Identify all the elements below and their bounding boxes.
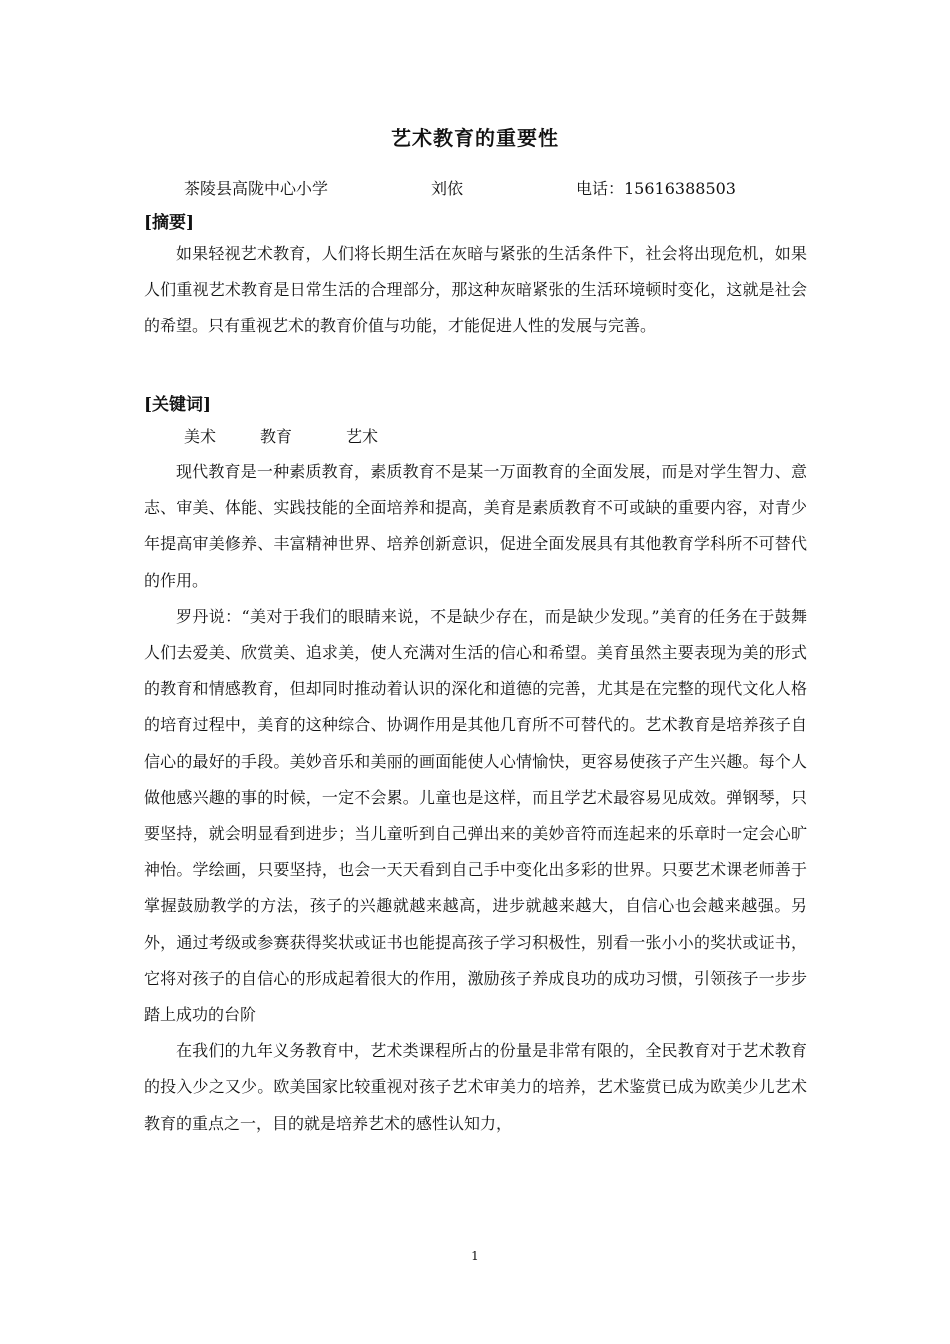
keyword-item: 教育 bbox=[260, 427, 293, 446]
abstract-section bbox=[144, 236, 807, 345]
body-paragraph: 罗丹说：“美对于我们的眼睛来说，不是缺少存在，而是缺少发现。”美育的任务在于鼓舞人们去爱美、欣赏美、追求美，使人充满对生活的信心和希望。美育虽然主要表现为美的形式的教育和情感教育，但却同时推动着认识的深化和道德的完善，尤其是在完整的现代文化人格的培育过程中，美育的这种综合、协调作用是其他几育所不可替代的。艺术教育是培养孩子自信心的最好的手段。美妙音乐和美丽的画面能使人心情愉快，更容易使孩子产生兴趣。每个人做他感兴趣的事的时候，一定不会累。儿童也是这样，而且学艺术最容易见成效。弹钢琴，只要坚持，就会明显看到进步；当儿童听到自己弹出来的美妙音符而连起来的乐章时一定会心旷神怡。学绘画，只要坚持，也会一天天看到自己手中变化出多彩的世界。只要艺术课老师善于掌握鼓励教学的方法，孩子的兴趣就越来越高，进步就越来越大，自信心也会越来越强。另外，通过考级或参赛获得奖状或证书也能提高孩子学习积极性，别看一张小小的奖状或证书，它将对孩子的自信心的形成起着很大的作用，激励孩子养成良功的成功习惯，引领孩子一步步踏上成功的台阶 bbox=[144, 606, 807, 1025]
keyword-item: 艺术 bbox=[346, 427, 379, 446]
author-line bbox=[184, 176, 824, 200]
body-paragraph: 现代教育是一种素质教育，素质教育不是某一万面教育的全面发展，而是对学生智力、意志、审美、体能、实践技能的全面培养和提高，美育是素质教育不可或缺的重要内容，对青少年提高审美修养、丰富精神世界、培养创新意识，促进全面发展具有其他教育学科所不可替代的作用。 bbox=[144, 462, 807, 590]
main-body bbox=[144, 454, 807, 1142]
keywords-heading: [关键词] bbox=[144, 395, 212, 415]
abstract-paragraph: 如果轻视艺术教育，人们将长期生活在灰暗与紧张的生活条件下，社会将出现危机，如果人们重视艺术教育是日常生活的合理部分，那这种灰暗紧张的生活环境顿时变化，这就是社会的希望。只有重视艺术的教育价值与功能，才能促进人性的发展与完善。 bbox=[144, 244, 807, 336]
abstract-heading: [摘要] bbox=[144, 213, 195, 233]
keyword-item: 美术 bbox=[184, 427, 217, 446]
author-name: 刘依 bbox=[431, 179, 464, 198]
school-name: 茶陵县高陇中心小学 bbox=[184, 179, 329, 198]
document-title: 艺术教育的重要性 bbox=[391, 126, 559, 150]
phone-number: 电话：15616388503 bbox=[576, 179, 736, 198]
body-paragraph: 在我们的九年义务教育中，艺术类课程所占的份量是非常有限的，全民教育对于艺术教育的投入少之又少。欧美国家比较重视对孩子艺术审美力的培养，艺术鉴赏已成为欧美少儿艺术教育的重点之一，目的就是培养艺术的感性认知力， bbox=[144, 1041, 807, 1133]
page-number: 1 bbox=[471, 1249, 479, 1263]
